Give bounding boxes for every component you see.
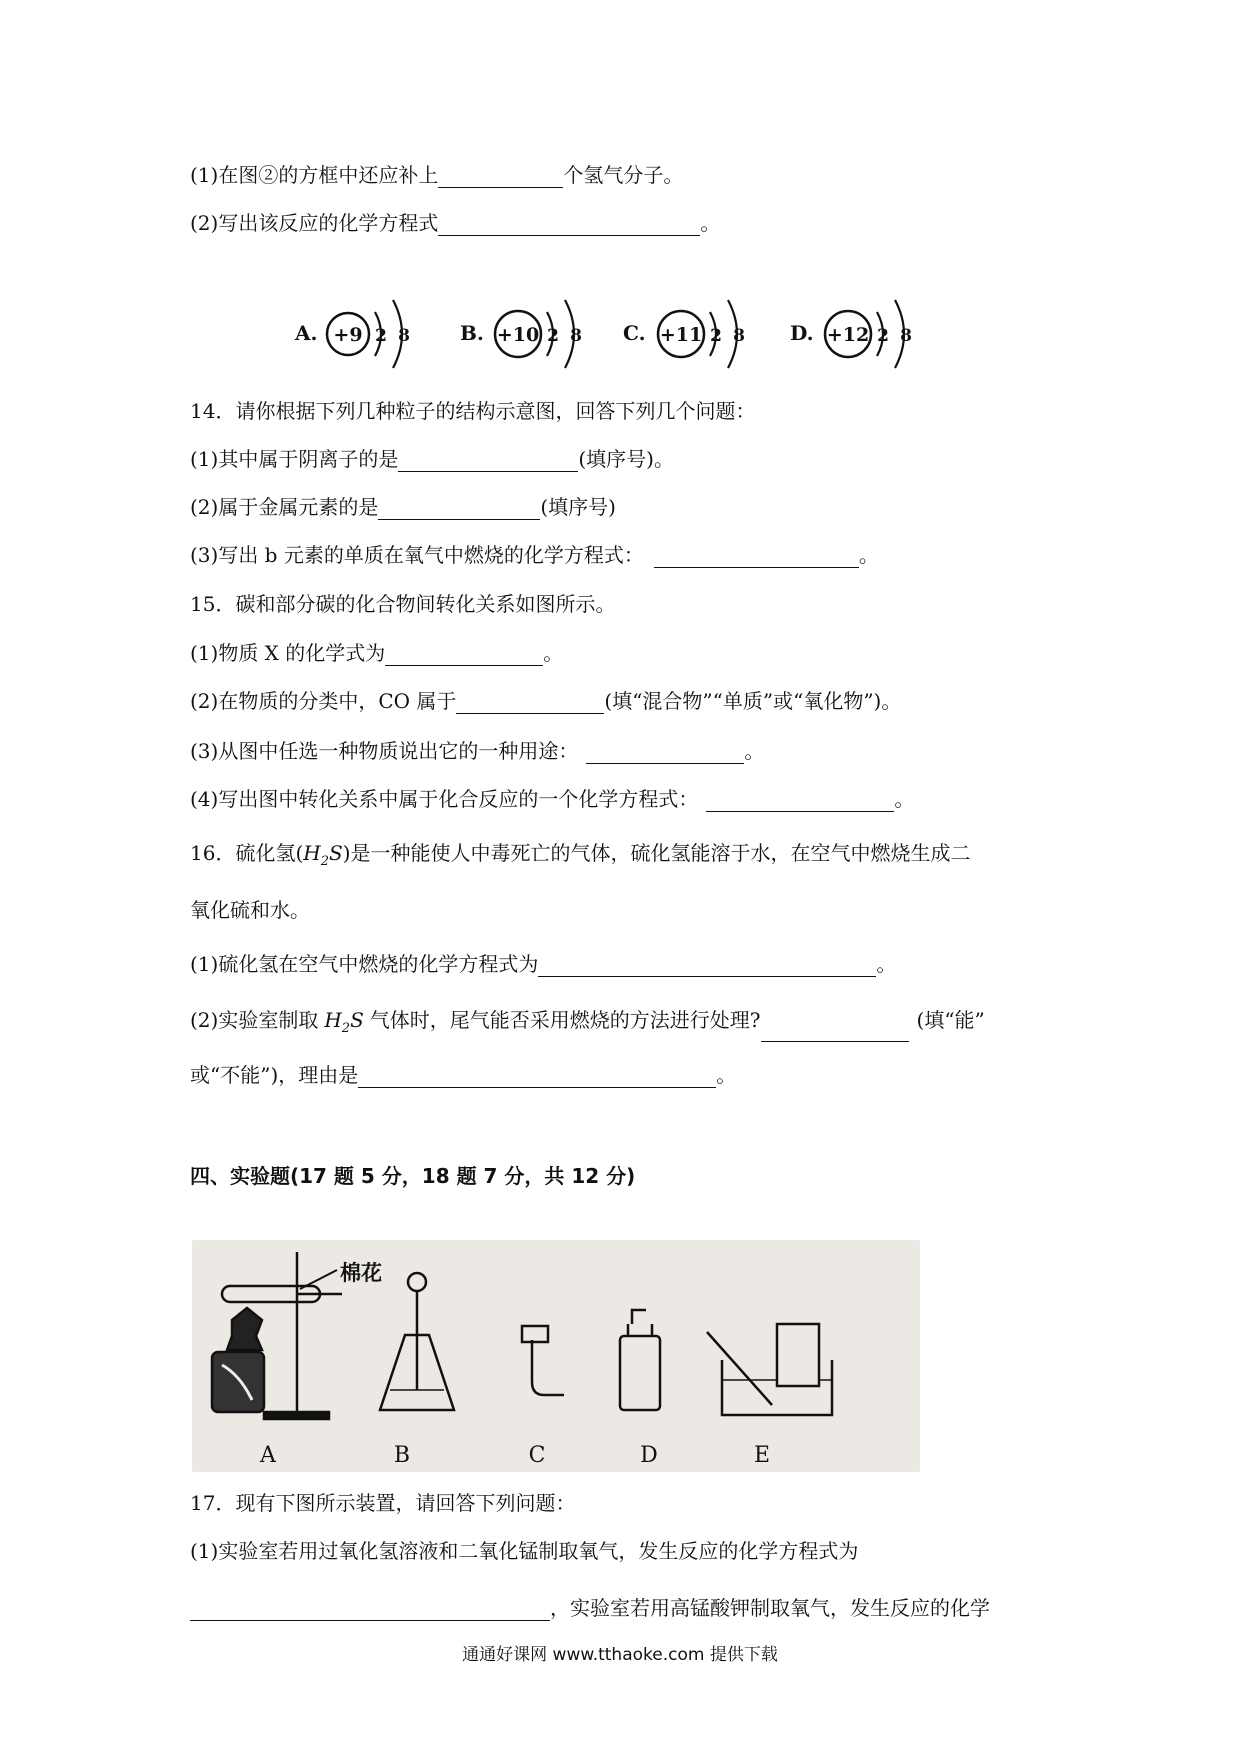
q16-sub1-tail: 。 <box>876 952 897 976</box>
nucleus-charge: +12 <box>826 324 870 346</box>
q15-sub1-text: (1)物质 X 的化学式为 <box>190 641 386 665</box>
q14-sub1-text: (1)其中属于阴离子的是 <box>190 447 399 471</box>
answer-blank[interactable] <box>538 954 876 977</box>
atom-label: C. <box>623 321 646 345</box>
formula-h2s <box>303 841 343 869</box>
q16-stem-text: 16．硫化氢( <box>190 841 304 865</box>
q16-sub2-cont-text: 或“不能”)，理由是 <box>190 1063 359 1087</box>
section-title: 四、实验题(17 题 5 分，18 题 7 分，共 12 分) <box>190 1164 636 1188</box>
shell-electrons: 2 <box>375 326 387 346</box>
nucleus-charge: +9 <box>333 324 363 346</box>
atom-diagram-b <box>460 300 582 368</box>
q15-sub3 <box>190 738 764 764</box>
q17-sub1: (1)实验室若用过氧化氢溶液和二氧化锰制取氧气，发生反应的化学方程式为 <box>190 1539 859 1563</box>
q16-sub2-cont-tail: 。 <box>716 1063 737 1087</box>
atom-label: A. <box>295 321 318 345</box>
q15-sub2-tail: (填“混合物”“单质”或“氧化物”)。 <box>604 689 902 713</box>
formula-element: S <box>329 841 343 865</box>
q14-sub2-tail: (填序号) <box>540 495 616 519</box>
atom-diagram-a <box>294 300 410 368</box>
answer-blank[interactable] <box>398 449 578 472</box>
lab-apparatus-figure <box>192 1240 920 1472</box>
q14-sub3-tail: 。 <box>858 543 879 567</box>
answer-blank[interactable] <box>586 741 744 764</box>
q14-sub3-text: (3)写出 b 元素的单质在氧气中燃烧的化学方程式： <box>190 543 644 567</box>
answer-blank[interactable] <box>761 1019 909 1042</box>
apparatus-label: A <box>260 1443 276 1468</box>
formula-element: H <box>324 1008 342 1032</box>
shell-electrons: 8 <box>570 326 582 346</box>
q15-sub3-text: (3)从图中任选一种物质说出它的一种用途： <box>190 739 579 763</box>
q13-sub2 <box>190 210 720 236</box>
answer-blank[interactable] <box>456 691 604 714</box>
q16-sub2-tail: (填“能” <box>916 1008 985 1032</box>
q14-stem: 14．请你根据下列几种粒子的结构示意图，回答下列几个问题： <box>190 399 756 423</box>
shell-electrons: 8 <box>733 326 745 346</box>
atom-diagram-d <box>790 300 912 368</box>
answer-blank[interactable] <box>706 789 894 812</box>
q15-sub4 <box>190 786 914 812</box>
apparatus-label: E <box>753 1443 771 1468</box>
q17-stem: 17．现有下图所示装置，请回答下列问题： <box>190 1491 576 1515</box>
q17-sub1-cont <box>190 1595 990 1621</box>
apparatus-label: B <box>393 1443 411 1468</box>
atom-diagram-c <box>623 300 745 368</box>
q15-sub1 <box>190 640 563 666</box>
q14-sub1-tail: (填序号)。 <box>578 447 674 471</box>
q15-sub3-tail: 。 <box>744 739 765 763</box>
q16-sub2-cont <box>190 1062 736 1088</box>
shell-electrons: 2 <box>547 326 559 346</box>
q16-sub1 <box>190 951 896 977</box>
q16-stem <box>190 840 971 875</box>
q15-stem: 15．碳和部分碳的化合物间转化关系如图所示。 <box>190 592 616 616</box>
formula-element: H <box>303 841 321 865</box>
shell-electrons: 8 <box>398 326 410 346</box>
formula-subscript: 2 <box>341 1021 351 1036</box>
q15-sub1-tail: 。 <box>543 641 564 665</box>
answer-blank[interactable] <box>438 165 563 188</box>
apparatus-label: C <box>528 1443 546 1468</box>
answer-blank[interactable] <box>378 497 540 520</box>
answer-blank[interactable] <box>190 1598 550 1621</box>
q16-sub2-text: (2)实验室制取 <box>190 1008 319 1032</box>
q13-sub2-text: (2)写出该反应的化学方程式 <box>190 211 439 235</box>
q13-sub1-tail: 个氢气分子。 <box>563 163 684 187</box>
q13-sub2-tail: 。 <box>700 211 721 235</box>
q16-sub2 <box>190 1007 985 1042</box>
q16-stem-cont: 氧化硫和水。 <box>190 898 310 922</box>
atom-label: D. <box>790 321 814 345</box>
q15-sub4-text: (4)写出图中转化关系中属于化合反应的一个化学方程式： <box>190 787 699 811</box>
q14-sub3 <box>190 542 879 568</box>
nucleus-charge: +11 <box>659 324 703 346</box>
shell-electrons: 2 <box>710 326 722 346</box>
apparatus-label: D <box>640 1443 658 1468</box>
apparatus-drawing <box>192 1240 920 1472</box>
formula-element: S <box>350 1008 364 1032</box>
shell-electrons: 2 <box>877 326 889 346</box>
q15-sub4-tail: 。 <box>894 787 915 811</box>
cotton-label: 棉花 <box>340 1261 382 1285</box>
q16-sub1-text: (1)硫化氢在空气中燃烧的化学方程式为 <box>190 952 539 976</box>
q13-sub1 <box>190 162 683 188</box>
atomic-structure-diagrams <box>285 282 925 382</box>
formula-subscript: 2 <box>320 854 329 869</box>
atom-label: B. <box>460 321 484 345</box>
answer-blank[interactable] <box>654 545 859 568</box>
q14-sub2 <box>190 494 616 520</box>
answer-blank[interactable] <box>385 643 543 666</box>
q17-sub1-cont-text: ，实验室若用高锰酸钾制取氧气，发生反应的化学 <box>550 1596 990 1620</box>
q14-sub1 <box>190 446 674 472</box>
q14-sub2-text: (2)属于金属元素的是 <box>190 495 379 519</box>
q16-stem-text: )是一种能使人中毒死亡的气体，硫化氢能溶于水，在空气中燃烧生成二 <box>342 841 971 865</box>
nucleus-charge: +10 <box>496 324 540 346</box>
q16-sub2-text: 气体时，尾气能否采用燃烧的方法进行处理? <box>369 1008 761 1032</box>
answer-blank[interactable] <box>358 1065 716 1088</box>
q15-sub2-text: (2)在物质的分类中，CO 属于 <box>190 689 457 713</box>
q15-sub2 <box>190 688 901 714</box>
q13-sub1-text: (1)在图②的方框中还应补上 <box>190 163 439 187</box>
page-footer: 通通好课网 www.tthaoke.com 提供下载 <box>462 1645 778 1665</box>
answer-blank[interactable] <box>438 213 700 236</box>
formula-h2s <box>324 1008 364 1036</box>
shell-electrons: 8 <box>900 326 912 346</box>
